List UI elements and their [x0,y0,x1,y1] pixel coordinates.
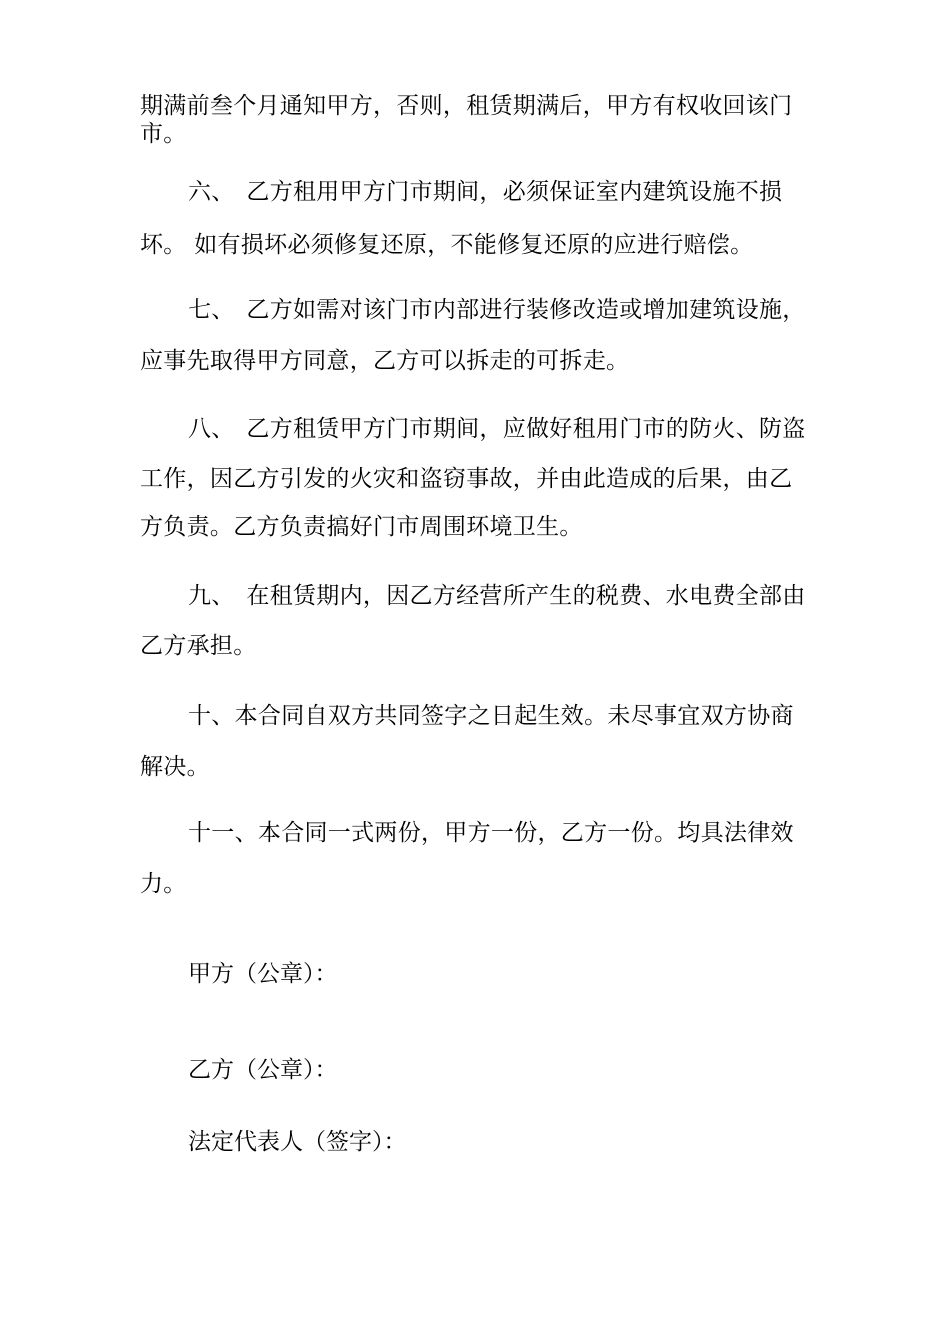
intro-paragraph [140,95,830,147]
party-a-seal-label: 甲方（公章）： [188,961,338,987]
clause-6-line-1: 六、 乙方租用甲方门市期间，必须保证室内建筑设施不损 [188,179,783,205]
clause-8-line-1: 八、 乙方租赁甲方门市期间，应做好租用门市的防火、防盗 [188,416,806,442]
clause-8-line-2: 工作，因乙方引发的火灾和盗窃事故，并由此造成的后果，由乙 [140,466,793,492]
clause-6-line-2: 坏。 如有损坏必须修复还原，不能修复还原的应进行赔偿。 [140,232,754,258]
clause-6 [140,181,830,261]
clause-11 [140,822,830,902]
intro-line-1: 期满前叁个月通知甲方，否则，租赁期满后，甲方有权收回该门 [140,93,793,119]
clause-8 [140,418,830,548]
clause-11-line-2: 力。 [140,871,187,897]
clause-10 [140,705,830,785]
intro-line-2: 市。 [140,121,187,147]
clause-7 [140,299,830,379]
clause-10-line-2: 解决。 [140,754,210,780]
clause-9-line-1: 九、 在租赁期内，因乙方经营所产生的税费、水电费全部由 [188,583,806,609]
clause-7-line-2: 应事先取得甲方同意，乙方可以拆走的可拆走。 [140,348,630,374]
clause-10-line-1: 十、本合同自双方共同签字之日起生效。未尽事宜双方协商 [188,703,794,729]
clause-9 [140,585,830,665]
clause-7-line-1: 七、 乙方如需对该门市内部进行装修改造或增加建筑设施， [188,297,806,323]
clause-8-line-3: 方负责。乙方负责搞好门市周围环境卫生。 [140,514,583,540]
legal-representative-signature-label: 法定代表人（签字）： [188,1129,407,1155]
clause-9-line-2: 乙方承担。 [140,633,257,659]
clause-11-line-1: 十一、本合同一式两份，甲方一份，乙方一份。均具法律效 [188,820,794,846]
party-b-seal-label: 乙方（公章）： [188,1057,338,1083]
